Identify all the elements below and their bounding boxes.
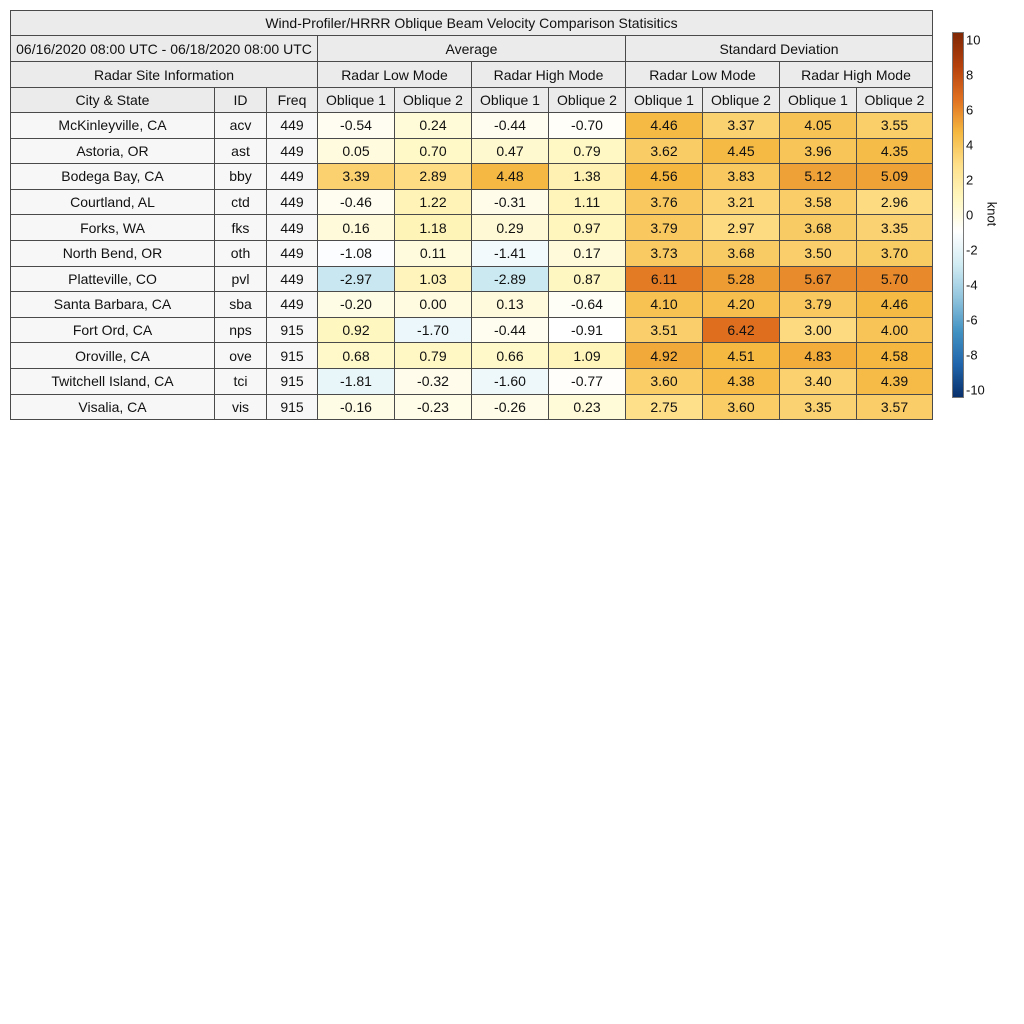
colorbar-tick-label: -10 — [966, 382, 985, 398]
column-header: Oblique 1 — [317, 87, 395, 113]
value-cell: 0.17 — [548, 240, 626, 267]
value-cell: 4.92 — [625, 342, 703, 369]
column-header: Oblique 2 — [548, 87, 626, 113]
value-cell: 4.20 — [702, 291, 780, 318]
value-cell: 3.68 — [779, 214, 857, 241]
value-cell: 2.97 — [702, 214, 780, 241]
value-cell: -1.08 — [317, 240, 395, 267]
value-cell: 4.00 — [856, 317, 933, 344]
value-cell: 1.09 — [548, 342, 626, 369]
value-cell: -0.46 — [317, 189, 395, 216]
colorbar-tick-label: 2 — [966, 172, 974, 188]
value-cell: 3.83 — [702, 163, 780, 190]
value-cell: 1.22 — [394, 189, 472, 216]
value-cell: 1.38 — [548, 163, 626, 190]
site-freq: 449 — [266, 112, 318, 139]
value-cell: 3.60 — [625, 368, 703, 395]
site-id: bby — [214, 163, 267, 190]
value-cell: -0.26 — [471, 394, 549, 421]
value-cell: 2.75 — [625, 394, 703, 421]
value-cell: 4.38 — [702, 368, 780, 395]
value-cell: 0.97 — [548, 214, 626, 241]
site-id: fks — [214, 214, 267, 241]
value-cell: -1.41 — [471, 240, 549, 267]
value-cell: -1.70 — [394, 317, 472, 344]
value-cell: 3.76 — [625, 189, 703, 216]
value-cell: -0.23 — [394, 394, 472, 421]
site-id: oth — [214, 240, 267, 267]
site-id: sba — [214, 291, 267, 318]
value-cell: 4.10 — [625, 291, 703, 318]
site-freq: 449 — [266, 266, 318, 293]
site-id: pvl — [214, 266, 267, 293]
value-cell: 4.46 — [625, 112, 703, 139]
column-header: Oblique 2 — [856, 87, 933, 113]
column-header: City & State — [10, 87, 215, 113]
value-cell: 5.09 — [856, 163, 933, 190]
colorbar-tick-label: -2 — [966, 242, 978, 258]
column-header: Oblique 1 — [625, 87, 703, 113]
site-id: vis — [214, 394, 267, 421]
value-cell: 3.21 — [702, 189, 780, 216]
value-cell: 0.70 — [394, 138, 472, 165]
site-freq: 915 — [266, 317, 318, 344]
mode-header: Radar High Mode — [471, 61, 626, 88]
colorbar — [952, 32, 964, 398]
value-cell: 6.11 — [625, 266, 703, 293]
value-cell: 1.18 — [394, 214, 472, 241]
value-cell: 3.00 — [779, 317, 857, 344]
value-cell: 4.05 — [779, 112, 857, 139]
mode-header: Radar Low Mode — [625, 61, 780, 88]
group-header-average: Average — [317, 35, 626, 62]
value-cell: -0.77 — [548, 368, 626, 395]
site-name: Fort Ord, CA — [10, 317, 215, 344]
value-cell: 0.11 — [394, 240, 472, 267]
value-cell: 3.39 — [317, 163, 395, 190]
value-cell: 0.87 — [548, 266, 626, 293]
value-cell: 0.79 — [394, 342, 472, 369]
site-id: ast — [214, 138, 267, 165]
site-name: Forks, WA — [10, 214, 215, 241]
site-name: Visalia, CA — [10, 394, 215, 421]
site-name: Courtland, AL — [10, 189, 215, 216]
value-cell: -0.44 — [471, 112, 549, 139]
value-cell: 4.45 — [702, 138, 780, 165]
value-cell: 3.68 — [702, 240, 780, 267]
value-cell: -0.54 — [317, 112, 395, 139]
value-cell: 3.51 — [625, 317, 703, 344]
value-cell: -0.91 — [548, 317, 626, 344]
site-name: McKinleyville, CA — [10, 112, 215, 139]
colorbar-tick-label: -8 — [966, 347, 978, 363]
value-cell: -1.60 — [471, 368, 549, 395]
value-cell: 0.23 — [548, 394, 626, 421]
value-cell: 3.55 — [856, 112, 933, 139]
value-cell: 3.37 — [702, 112, 780, 139]
value-cell: 4.46 — [856, 291, 933, 318]
site-name: North Bend, OR — [10, 240, 215, 267]
value-cell: 0.79 — [548, 138, 626, 165]
site-id: ctd — [214, 189, 267, 216]
value-cell: -0.20 — [317, 291, 395, 318]
value-cell: 3.79 — [625, 214, 703, 241]
value-cell: 5.70 — [856, 266, 933, 293]
colorbar-tick-label: -4 — [966, 277, 978, 293]
value-cell: 0.92 — [317, 317, 395, 344]
mode-header: Radar High Mode — [779, 61, 933, 88]
value-cell: 4.48 — [471, 163, 549, 190]
column-header: Oblique 2 — [702, 87, 780, 113]
value-cell: 3.58 — [779, 189, 857, 216]
value-cell: -0.64 — [548, 291, 626, 318]
site-freq: 449 — [266, 214, 318, 241]
colorbar-tick-label: 4 — [966, 137, 974, 153]
site-id: tci — [214, 368, 267, 395]
site-freq: 449 — [266, 163, 318, 190]
value-cell: 4.56 — [625, 163, 703, 190]
column-header: Oblique 2 — [394, 87, 472, 113]
site-name: Bodega Bay, CA — [10, 163, 215, 190]
value-cell: 4.83 — [779, 342, 857, 369]
value-cell: 0.13 — [471, 291, 549, 318]
value-cell: 1.11 — [548, 189, 626, 216]
value-cell: -0.16 — [317, 394, 395, 421]
value-cell: 3.79 — [779, 291, 857, 318]
colorbar-unit-label: knot — [984, 201, 1000, 227]
value-cell: 2.96 — [856, 189, 933, 216]
table-title: Wind-Profiler/HRRR Oblique Beam Velocity Comparison Statisitics — [10, 10, 933, 36]
value-cell: 5.28 — [702, 266, 780, 293]
value-cell: 1.03 — [394, 266, 472, 293]
value-cell: 3.35 — [779, 394, 857, 421]
site-name: Twitchell Island, CA — [10, 368, 215, 395]
value-cell: -0.70 — [548, 112, 626, 139]
column-header: Oblique 1 — [779, 87, 857, 113]
column-header: Oblique 1 — [471, 87, 549, 113]
value-cell: 4.51 — [702, 342, 780, 369]
value-cell: 6.42 — [702, 317, 780, 344]
site-freq: 449 — [266, 291, 318, 318]
site-freq: 449 — [266, 189, 318, 216]
column-header: ID — [214, 87, 267, 113]
value-cell: -2.89 — [471, 266, 549, 293]
value-cell: 3.62 — [625, 138, 703, 165]
value-cell: 0.29 — [471, 214, 549, 241]
site-freq: 915 — [266, 368, 318, 395]
site-id: acv — [214, 112, 267, 139]
value-cell: -0.32 — [394, 368, 472, 395]
colorbar-tick-label: 0 — [966, 207, 974, 223]
site-id: ove — [214, 342, 267, 369]
site-freq: 449 — [266, 240, 318, 267]
value-cell: 0.47 — [471, 138, 549, 165]
value-cell: 3.50 — [779, 240, 857, 267]
value-cell: 4.39 — [856, 368, 933, 395]
group-header-std: Standard Deviation — [625, 35, 933, 62]
colorbar-tick-label: 8 — [966, 67, 974, 83]
value-cell: 3.60 — [702, 394, 780, 421]
site-id: nps — [214, 317, 267, 344]
site-freq: 449 — [266, 138, 318, 165]
value-cell: 2.89 — [394, 163, 472, 190]
date-range: 06/16/2020 08:00 UTC - 06/18/2020 08:00 UTC — [10, 35, 318, 62]
value-cell: 5.67 — [779, 266, 857, 293]
mode-header: Radar Low Mode — [317, 61, 472, 88]
site-freq: 915 — [266, 342, 318, 369]
site-name: Astoria, OR — [10, 138, 215, 165]
column-header: Freq — [266, 87, 318, 113]
value-cell: 3.73 — [625, 240, 703, 267]
value-cell: 0.24 — [394, 112, 472, 139]
value-cell: 5.12 — [779, 163, 857, 190]
value-cell: 0.00 — [394, 291, 472, 318]
value-cell: 3.40 — [779, 368, 857, 395]
value-cell: 3.57 — [856, 394, 933, 421]
value-cell: 3.70 — [856, 240, 933, 267]
value-cell: -0.44 — [471, 317, 549, 344]
colorbar-tick-label: 6 — [966, 102, 974, 118]
site-freq: 915 — [266, 394, 318, 421]
value-cell: 3.96 — [779, 138, 857, 165]
site-name: Oroville, CA — [10, 342, 215, 369]
value-cell: 0.66 — [471, 342, 549, 369]
site-name: Santa Barbara, CA — [10, 291, 215, 318]
value-cell: 0.16 — [317, 214, 395, 241]
value-cell: 4.58 — [856, 342, 933, 369]
colorbar-tick-label: -6 — [966, 312, 978, 328]
value-cell: -1.81 — [317, 368, 395, 395]
value-cell: -0.31 — [471, 189, 549, 216]
value-cell: 3.35 — [856, 214, 933, 241]
value-cell: 0.68 — [317, 342, 395, 369]
value-cell: 4.35 — [856, 138, 933, 165]
info-header: Radar Site Information — [10, 61, 318, 88]
value-cell: -2.97 — [317, 266, 395, 293]
value-cell: 0.05 — [317, 138, 395, 165]
colorbar-tick-label: 10 — [966, 32, 981, 48]
site-name: Platteville, CO — [10, 266, 215, 293]
